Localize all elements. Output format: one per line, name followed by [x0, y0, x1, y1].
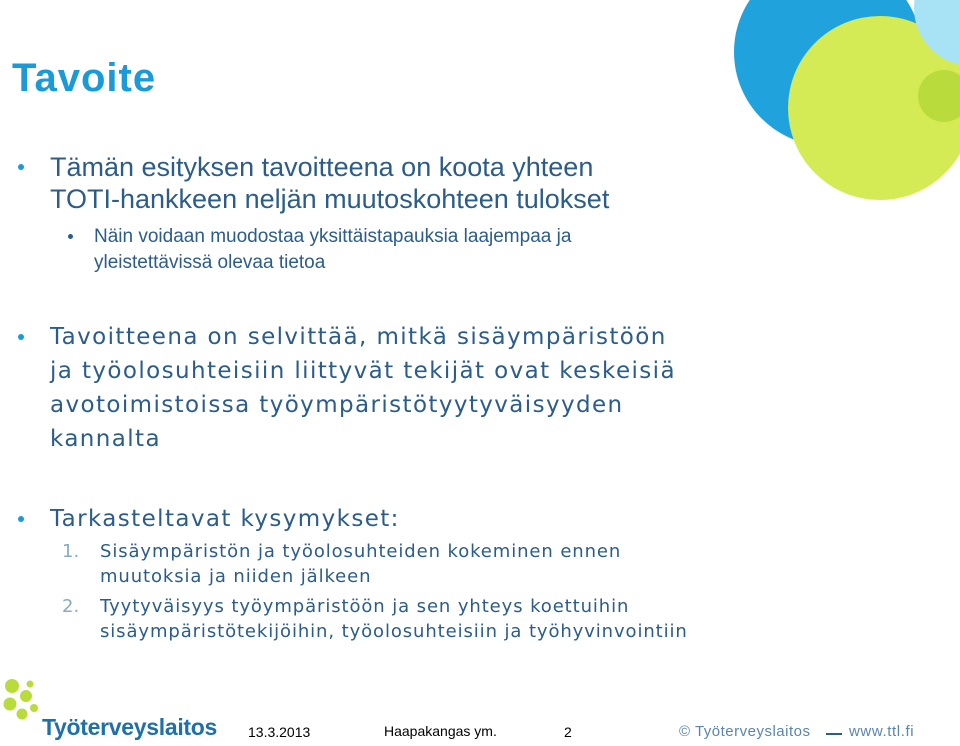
bullet-1-sub-text	[94, 224, 571, 276]
bullet-2-line-4: kannalta	[50, 426, 161, 452]
numbered-item-1-text	[100, 539, 621, 589]
bullet-2-line-3: avotoimistoissa työympäristötyytyväisyyden	[50, 392, 624, 418]
footer-divider	[826, 733, 842, 735]
bullet-marker	[18, 164, 24, 170]
footer-page-number: 2	[564, 724, 572, 740]
logo-wordmark: Työterveyslaitos	[42, 714, 218, 740]
bullet-1-line-2: TOTI-hankkeen neljän muutoskohteen tulokset	[50, 184, 610, 214]
bullet-3-text: Tarkasteltavat kysymykset:	[50, 506, 400, 532]
bullet-2-text	[50, 320, 676, 456]
bullet-1-sub-line-1: Näin voidaan muodostaa yksittäistapauksia laajempaa ja	[94, 226, 572, 247]
bullet-2-line-1: Tavoitteena on selvittää, mitkä sisäympäristöön	[50, 324, 667, 350]
sub-bullet-marker	[68, 234, 73, 239]
bullet-2-line-2: ja työolosuhteisiin liittyvät tekijät ovat keskeisiä	[50, 358, 676, 384]
numbered-item-2-number: 2.	[62, 596, 80, 617]
bullet-1-text	[50, 151, 609, 215]
bullet-marker	[18, 334, 24, 340]
footer-url: www.ttl.fi	[849, 723, 915, 740]
footer-copyright: © Työterveyslaitos	[679, 723, 811, 740]
numbered-item-2-line-1: Tyytyväisyys työympäristöön ja sen yhteys koettuihin	[100, 596, 630, 617]
numbered-item-1-line-2: muutoksia ja niiden jälkeen	[100, 566, 372, 587]
bullet-1-sub-line-2: yleistettävissä olevaa tietoa	[94, 252, 326, 273]
numbered-item-1-line-1: Sisäympäristön ja työolosuhteiden kokeminen ennen	[100, 541, 622, 562]
numbered-item-2-text	[100, 594, 688, 644]
bullet-1-line-1: Tämän esityksen tavoitteena on koota yhteen	[50, 152, 594, 182]
bullet-marker	[18, 516, 24, 522]
numbered-item-1-number: 1.	[62, 541, 80, 562]
footer-date: 13.3.2013	[248, 724, 311, 740]
slide-title: Tavoite	[12, 56, 157, 100]
numbered-item-2-line-2: sisäympäristötekijöihin, työolosuhteisiin ja työhyvinvointiin	[100, 621, 688, 642]
footer-author: Haapakangas ym.	[384, 723, 497, 739]
